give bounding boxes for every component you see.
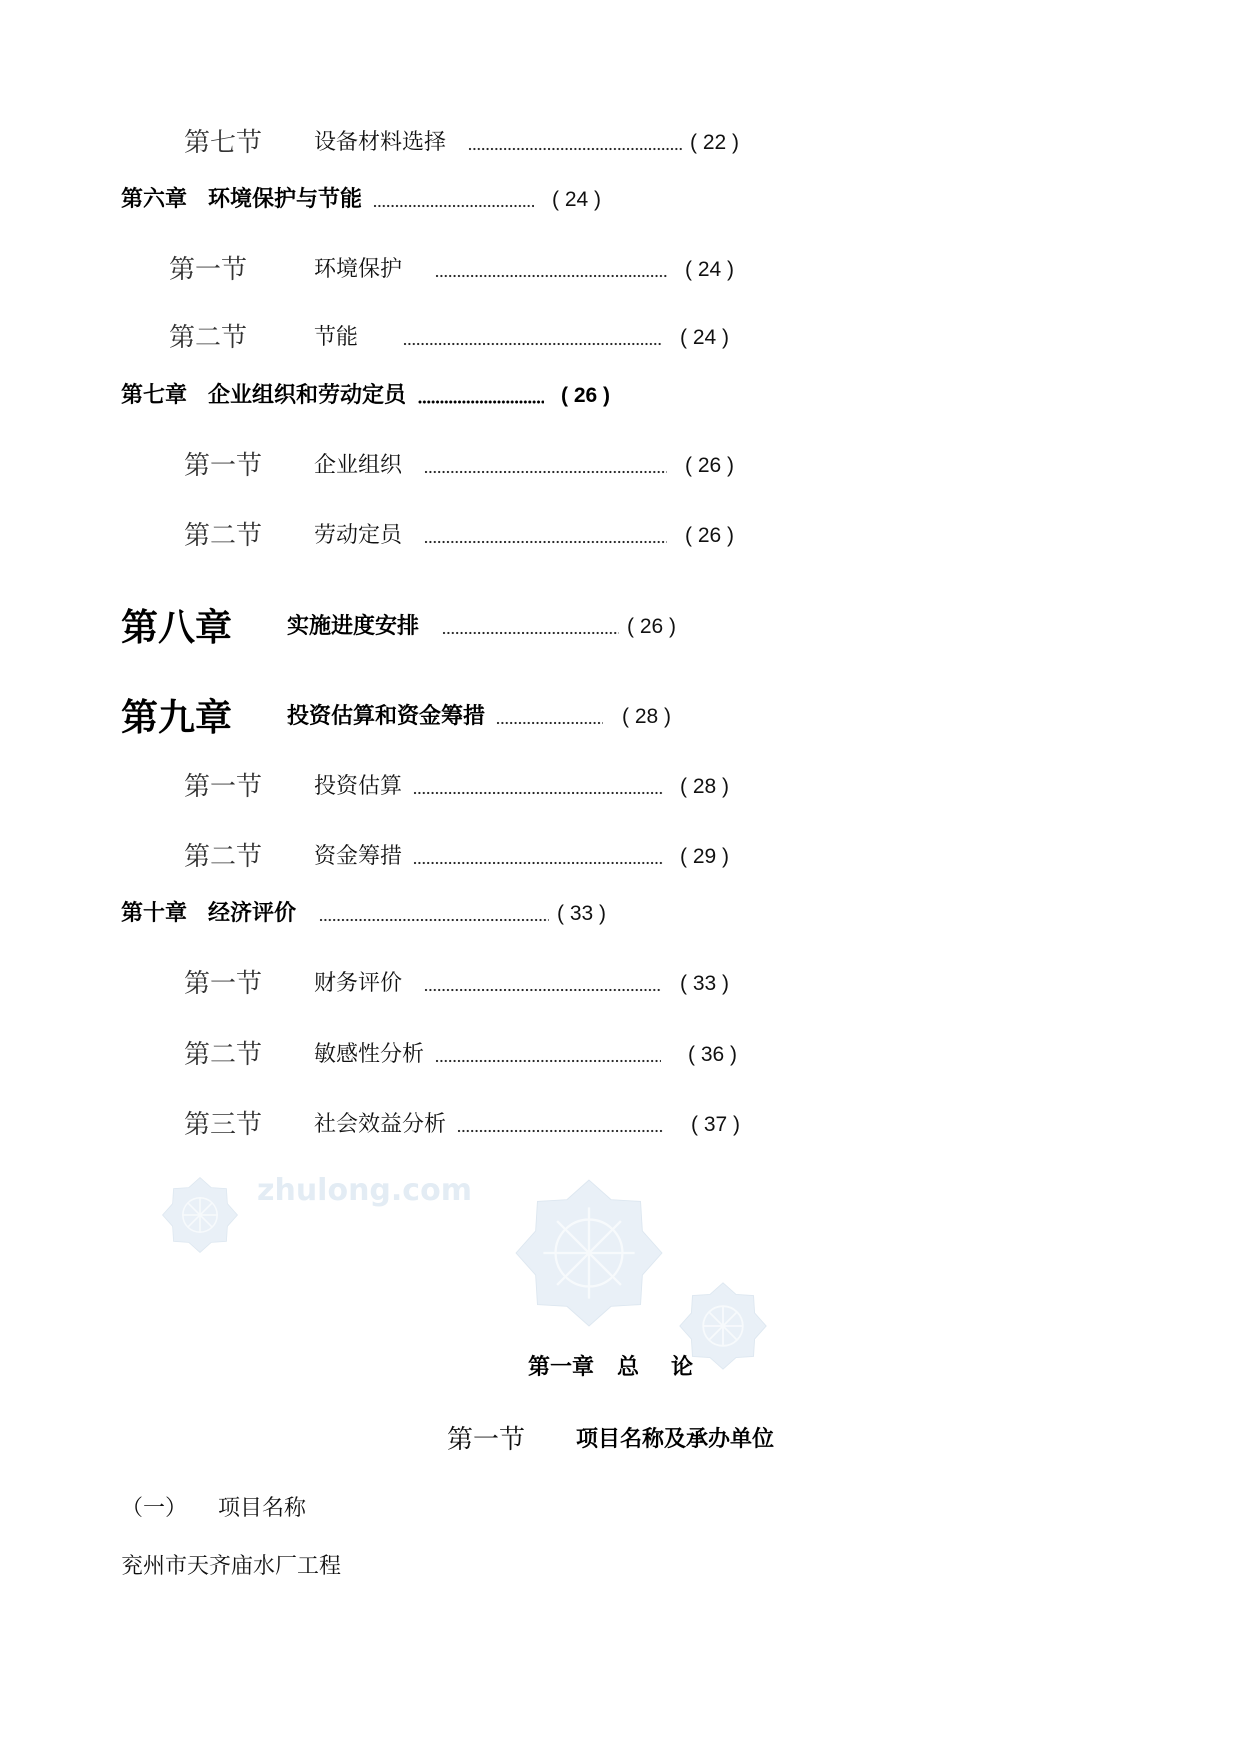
toc-page-number: ( 24 ) [685, 258, 735, 281]
leader-dots [424, 470, 667, 474]
toc-section-label: 第二节 [184, 842, 263, 872]
toc-page-number: ( 33 ) [680, 972, 730, 995]
toc-section-label: 第一节 [184, 772, 263, 802]
leader-dots [424, 988, 662, 992]
toc-section-label: 第一节 [169, 255, 248, 285]
chapter-heading-title: 总论 [617, 1355, 726, 1380]
leader-dots [424, 540, 667, 544]
toc-entry [0, 605, 1241, 649]
toc-chapter-label: 第七章 [121, 383, 188, 408]
toc-title: 实施进度安排 [287, 614, 420, 639]
toc-entry [0, 521, 1241, 551]
toc-page-number: ( 26 ) [685, 524, 735, 547]
paragraph [0, 1552, 1241, 1582]
toc-page-number: ( 28 ) [622, 705, 672, 728]
leader-dots [442, 631, 619, 635]
leader-dots [418, 400, 544, 404]
toc-entry [0, 128, 1241, 158]
toc-title: 财务评价 [314, 971, 403, 996]
toc-entry [0, 842, 1241, 872]
subsection-label: （一） [121, 1496, 188, 1521]
toc-entry [0, 1110, 1241, 1140]
toc-title: 环境保护与节能 [208, 187, 363, 212]
toc-chapter-label: 第九章 [121, 695, 232, 739]
toc-entry [0, 255, 1241, 285]
toc-title: 敏感性分析 [314, 1042, 425, 1067]
toc-entry [0, 695, 1241, 739]
toc-entry [0, 185, 1241, 215]
leader-dots [373, 204, 534, 208]
toc-chapter-label: 第八章 [121, 605, 232, 649]
leader-dots [496, 721, 603, 725]
toc-section-label: 第一节 [184, 969, 263, 999]
toc-page-number: ( 24 ) [552, 188, 602, 211]
leader-dots [435, 274, 668, 278]
toc-page-number: ( 33 ) [557, 902, 607, 925]
toc-section-label: 第二节 [169, 323, 248, 353]
toc-page-number: ( 26 ) [561, 384, 611, 407]
toc-title: 投资估算 [314, 774, 403, 799]
toc-page-number: ( 24 ) [680, 326, 730, 349]
toc-page-number: ( 37 ) [691, 1113, 741, 1136]
toc-title: 企业组织 [314, 453, 403, 478]
toc-title: 节能 [314, 325, 359, 350]
toc-entry [0, 381, 1241, 411]
toc-section-label: 第二节 [184, 521, 263, 551]
leader-dots [403, 342, 663, 346]
toc-section-label: 第七节 [184, 128, 263, 158]
toc-title: 资金筹措 [314, 844, 403, 869]
leader-dots [457, 1129, 663, 1133]
toc-entry [0, 451, 1241, 481]
leader-dots [435, 1059, 661, 1063]
toc-section-label: 第一节 [184, 451, 263, 481]
toc-chapter-label: 第六章 [121, 187, 188, 212]
leader-dots [468, 147, 682, 151]
toc-entry [0, 1040, 1241, 1070]
toc-title: 社会效益分析 [314, 1112, 447, 1137]
toc-title: 劳动定员 [314, 523, 403, 548]
leader-dots [413, 791, 663, 795]
toc-section-label: 第三节 [184, 1110, 263, 1140]
toc-title: 设备材料选择 [314, 130, 447, 155]
leader-dots [319, 918, 549, 922]
toc-page-number: ( 26 ) [627, 615, 677, 638]
section-heading [0, 1425, 1241, 1455]
watermark-logo-icon [161, 1176, 239, 1254]
toc-entry [0, 772, 1241, 802]
toc-page-number: ( 26 ) [685, 454, 735, 477]
subsection-heading [0, 1494, 1241, 1524]
watermark-logo-icon [513, 1177, 665, 1329]
paragraph-text: 兖州市天齐庙水厂工程 [121, 1554, 342, 1579]
toc-section-label: 第二节 [184, 1040, 263, 1070]
watermark-text: zhulong.com [257, 1173, 472, 1208]
toc-entry [0, 969, 1241, 999]
subsection-title: 项目名称 [218, 1496, 307, 1521]
toc-page-number: ( 22 ) [690, 131, 740, 154]
toc-chapter-label: 第十章 [121, 901, 188, 926]
section-heading-label: 第一节 [447, 1425, 526, 1455]
toc-page-number: ( 36 ) [688, 1043, 738, 1066]
toc-title: 企业组织和劳动定员 [208, 383, 407, 408]
toc-entry [0, 323, 1241, 353]
section-heading-title: 项目名称及承办单位 [576, 1427, 775, 1452]
toc-title: 投资估算和资金筹措 [287, 704, 486, 729]
toc-page-number: ( 29 ) [680, 845, 730, 868]
toc-title: 环境保护 [314, 257, 403, 282]
toc-entry [0, 899, 1241, 929]
leader-dots [413, 861, 663, 865]
toc-page-number: ( 28 ) [680, 775, 730, 798]
chapter-heading-label: 第一章 [528, 1355, 595, 1380]
toc-title: 经济评价 [208, 901, 297, 926]
